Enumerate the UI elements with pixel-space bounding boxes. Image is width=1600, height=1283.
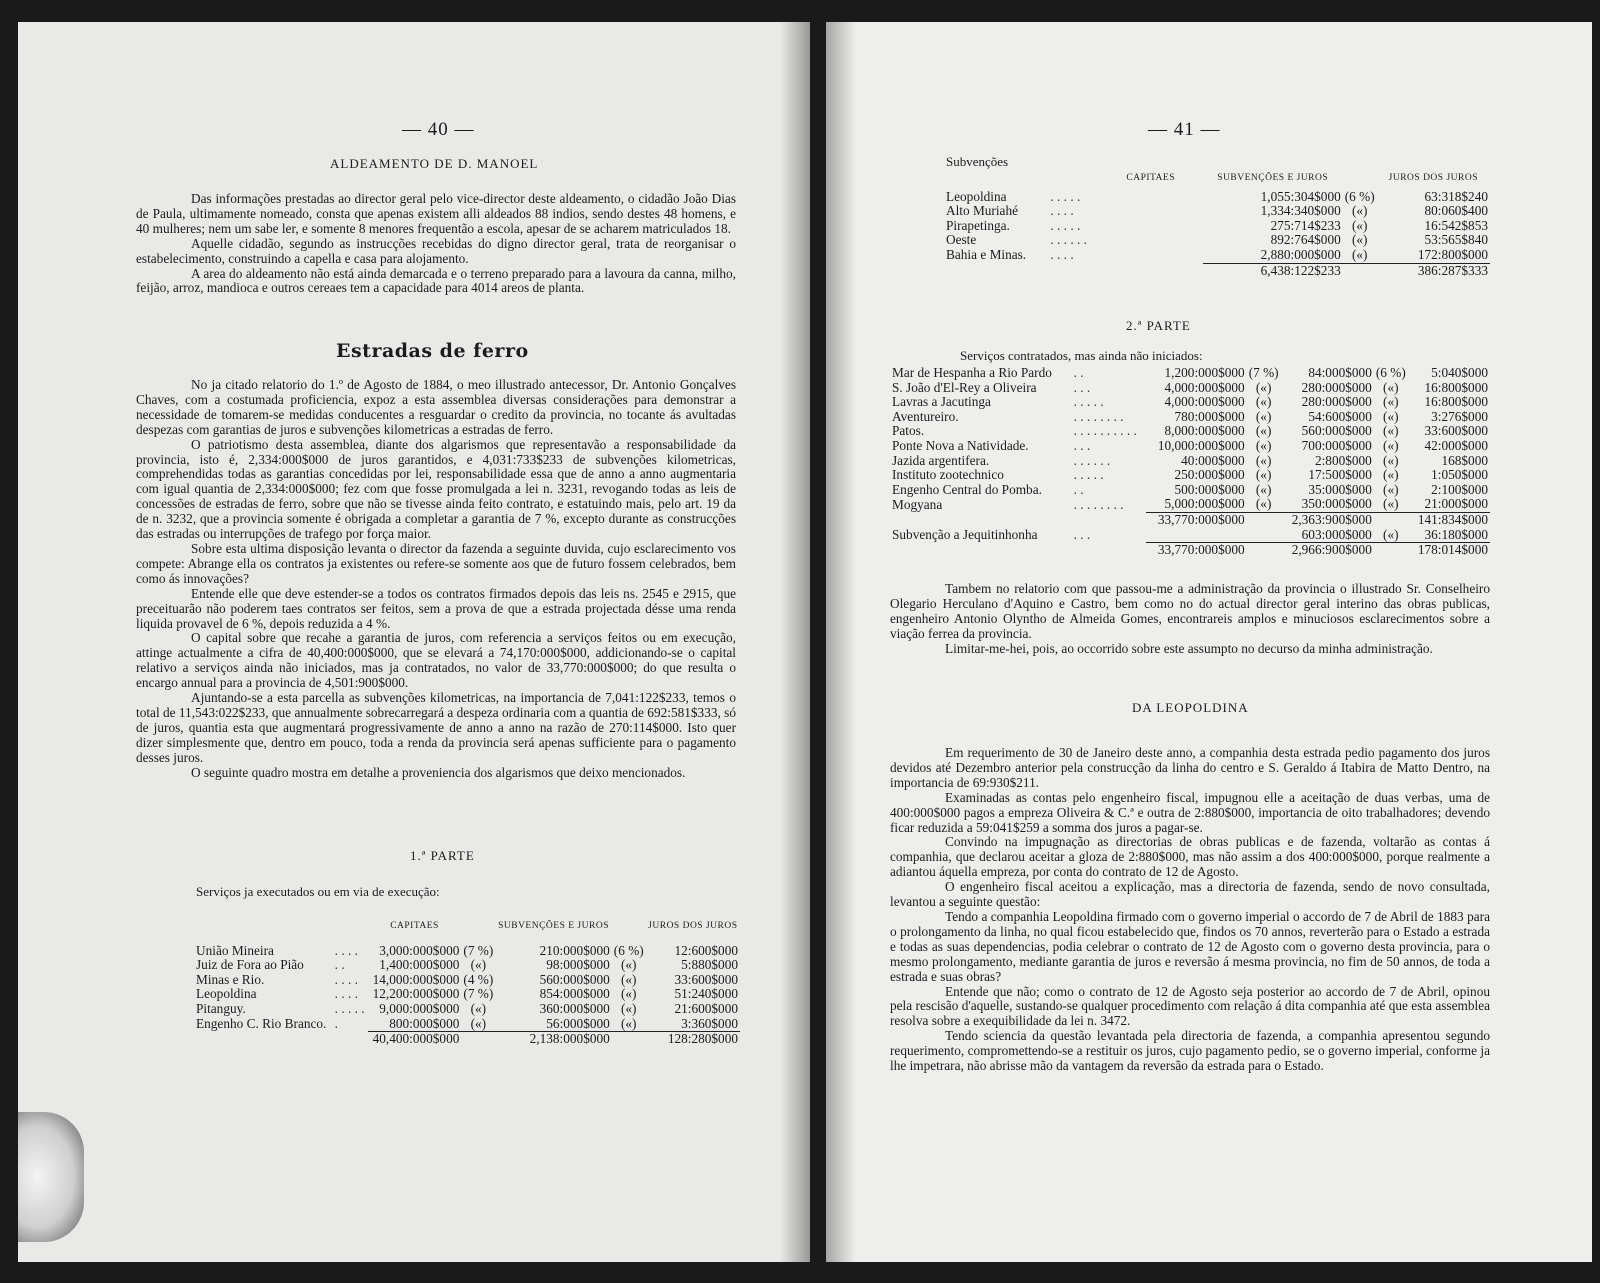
table-row bbox=[194, 987, 740, 1002]
cell-rate: («) bbox=[1255, 379, 1272, 395]
thumb-shadow bbox=[18, 1112, 84, 1242]
column-header: CAPITAES bbox=[390, 921, 439, 931]
cell-juros: 12:600$000 bbox=[674, 942, 738, 958]
table-cell bbox=[890, 543, 1072, 558]
cell-capital: 40:000$000 bbox=[1181, 452, 1245, 468]
leader-dots: . . . bbox=[1073, 379, 1091, 395]
column-header: SUBVENÇÕES E JUROS bbox=[498, 921, 609, 931]
table-row bbox=[944, 233, 1490, 248]
table-cell bbox=[1099, 263, 1203, 278]
table-row bbox=[194, 1017, 740, 1032]
cell-rate: («) bbox=[1383, 423, 1399, 439]
cell-juros: 16:800$000 bbox=[1424, 394, 1488, 410]
leader-dots: . . . . . . . . bbox=[1073, 408, 1124, 424]
paragraph: O seguinte quadro mostra em detalhe a proveniencia dos algarismos que deixo mencionados. bbox=[191, 764, 686, 780]
estradas-text bbox=[136, 378, 736, 780]
table-subvencoes bbox=[944, 170, 1490, 278]
row-name: Subvenção a Jequitinhonha bbox=[892, 526, 1038, 542]
row-name: Ponte Nova a Natividade. bbox=[892, 437, 1029, 453]
cell-capital: 800:000$000 bbox=[389, 1015, 460, 1031]
table-row bbox=[890, 424, 1490, 439]
cell-rate: («) bbox=[1255, 394, 1272, 410]
table-cell bbox=[1099, 204, 1203, 219]
cell-subvencao: 560:000$000 bbox=[539, 971, 610, 987]
total-subvencao: 2,138:000$000 bbox=[495, 1032, 612, 1047]
paragraph: O capital sobre que recahe a garantia de juros, com referencia a serviços feitos ou em execução, attinge actualmente a cifra de 40,400:000$000, que se elevará a 74,170:000$000, addicionando-se o capital relativo a serviços ainda não iniciados, mas ja contratados, no valor de 33,770:000$000; do que resulta o encargo annual para a provincia de 4,501:900$000. bbox=[136, 630, 736, 691]
cell-capital: 780:000$000 bbox=[1174, 408, 1245, 424]
row-name: Alto Muriahé bbox=[946, 203, 1019, 219]
subtotal-juros: 141:834$000 bbox=[1408, 512, 1490, 527]
cell-rate: («) bbox=[620, 1000, 637, 1016]
table-cell bbox=[194, 1032, 333, 1047]
cell-rate: («) bbox=[1383, 452, 1399, 468]
leader-dots: . . . . . . bbox=[1050, 232, 1087, 248]
table-row bbox=[890, 528, 1490, 543]
total-juros: 178:014$000 bbox=[1408, 543, 1490, 558]
leader-dots: . . . . bbox=[334, 971, 358, 987]
cell-juros: 80:060$400 bbox=[1424, 203, 1488, 219]
cell-juros: 3:360$000 bbox=[681, 1015, 738, 1031]
table-cell bbox=[333, 1032, 368, 1047]
cell-rate: («) bbox=[1383, 467, 1399, 483]
leopoldina-text bbox=[890, 746, 1490, 1074]
total-capital: 40,400:000$000 bbox=[368, 1032, 462, 1047]
section-title-estradas: Estradas de ferro bbox=[336, 340, 529, 362]
table-cell bbox=[1146, 528, 1247, 543]
cell-rate: («) bbox=[1383, 379, 1399, 395]
cell-subvencao: 603:000$000 bbox=[1301, 526, 1372, 542]
total-subvencao: 2,966:900$000 bbox=[1281, 543, 1374, 558]
paragraph: Entende que não; como o contrato de 12 de Agosto seja posterior ao accordo de 7 de Abril, opinou pela rescisão d'aquelle, sustando-se qualquer procedimento com relação á dita companhia até que esta assemblea resolva sobre a exequibilidade da lei n. 3472. bbox=[890, 983, 1490, 1029]
leader-dots: . . bbox=[1073, 481, 1084, 497]
page-number-right: — 41 — bbox=[1148, 119, 1221, 140]
cell-juros: 53:565$840 bbox=[1424, 232, 1488, 248]
left-page bbox=[18, 22, 810, 1262]
cell-subvencao: 350:000$000 bbox=[1301, 496, 1372, 512]
total-capital: 33,770:000$000 bbox=[1146, 543, 1247, 558]
table-cell bbox=[612, 1032, 646, 1047]
cell-juros: 16:800$000 bbox=[1424, 379, 1488, 395]
cell-rate: («) bbox=[1351, 232, 1368, 248]
paragraph: O patriotismo desta assemblea, diante dos algarismos que representavão a responsabilidade da provincia, isto é, 2,334:000$000 de juros garantidos, e 4,031:733$233 de subvenções kilometricas, comprehendidas todas as garantias concedidas por lei, responsabilidade essa que de anno a anno augmentaria com igual quantia de 2,334:000$000; fez com que fosse promulgada a lei n. 3231, revogando todas as leis de concessões de estradas de ferro, sobre que não se tivesse ainda feito contrato, e estatuindo mais, pelo art. 19 da de n. 3232, que a provincia somente é obrigada a completar a garantia de 7 %, excepto durante as construcções das estradas ou interrupções de trafego por força maior. bbox=[136, 436, 736, 542]
column-header: CAPITAES bbox=[1126, 173, 1176, 183]
table-row bbox=[890, 410, 1490, 425]
row-name: Oeste bbox=[946, 232, 977, 248]
paragraph: Entende elle que deve estender-se a todos os contratos firmados depois das leis ns. 2545 e 2915, que preceituarão não poderem taes contratos ser feitos, sem a prova de que a estrada projectada désse uma renda liquida provavel de 6 %, depois reduzida a 4 %. bbox=[136, 585, 736, 631]
cell-subvencao: 98:000$000 bbox=[546, 957, 610, 973]
paragraph: Sobre esta ultima disposição levanta o director da fazenda a seguinte duvida, cujo esclarecimento vos compete: Abrange ella os contratos ja existentes ou refere-se somente aos que de futuro fossem celebrados, bem como ás innovações? bbox=[136, 540, 736, 586]
leader-dots: . . . . . bbox=[1073, 467, 1104, 483]
table-total-row bbox=[944, 263, 1490, 278]
cell-rate: («) bbox=[620, 986, 637, 1002]
cell-rate: («) bbox=[1351, 246, 1368, 262]
row-name: Lavras a Jacutinga bbox=[892, 394, 991, 410]
cell-juros: 5:040$000 bbox=[1431, 365, 1488, 380]
cell-juros: 5:880$000 bbox=[681, 957, 738, 973]
right-page bbox=[826, 22, 1592, 1262]
row-name: Pirapetinga. bbox=[946, 217, 1010, 233]
cell-rate: («) bbox=[1255, 467, 1272, 483]
cell-rate: («) bbox=[620, 1015, 637, 1031]
cell-capital: 9,000:000$000 bbox=[379, 1000, 460, 1016]
cell-capital: 1,200:000$000 bbox=[1164, 365, 1245, 380]
cell-rate: («) bbox=[1351, 217, 1368, 233]
row-name: Leopoldina bbox=[196, 986, 257, 1002]
cell-rate: (7 %) bbox=[1248, 365, 1279, 380]
table-cell bbox=[1072, 543, 1146, 558]
paragraph: Tendo a companhia Leopoldina firmado com o governo imperial o accordo de 7 de Abril de 1883 para o prolongamento da linha, no qual ficou estabelecido que, findos os 70 annos, reverterão para o Estado a estrada e todas as suas dependencias, podia celebrar o contrato de 12 de Agosto com o governo desta provincia, para o mesmo prolongamento, mediante garantia de juros e reversão á mesma provincia, no fim de 50 annos, de toda a estrada e suas obras? bbox=[890, 908, 1490, 984]
leader-dots: . . . . . . bbox=[1073, 452, 1111, 468]
cell-rate: («) bbox=[1255, 437, 1272, 453]
cell-rate: (7 %) bbox=[463, 942, 494, 958]
cell-rate: («) bbox=[1255, 481, 1272, 497]
cell-rate: («) bbox=[470, 1015, 487, 1031]
table-parte1 bbox=[194, 918, 740, 1047]
cell-rate: («) bbox=[1383, 394, 1399, 410]
table-cell bbox=[194, 918, 740, 938]
table-row bbox=[890, 497, 1490, 512]
table-row bbox=[194, 1002, 740, 1017]
cell-rate: («) bbox=[1255, 423, 1272, 439]
cell-capital: 250:000$000 bbox=[1174, 467, 1245, 483]
cell-rate: («) bbox=[1351, 203, 1368, 219]
table-row bbox=[890, 468, 1490, 483]
column-header: JUROS DOS JUROS bbox=[648, 921, 738, 931]
cell-subvencao: 1,334:340$000 bbox=[1260, 203, 1341, 219]
table-row bbox=[890, 366, 1490, 381]
cell-capital: 1,400:000$000 bbox=[379, 957, 460, 973]
paragraph: Das informações prestadas ao director geral pelo vice-director deste aldeamento, o cidadão João Dias de Paula, ultimamente nomeado, consta que apenas existem alli aldeados 88 indios, sendo destes 48 homens, e 40 mulheres; nem um sabe ler, e somente 8 menores frequentão a escola, apesar de se acharem matriculados 18. bbox=[136, 191, 736, 236]
cell-juros: 16:542$853 bbox=[1424, 217, 1488, 233]
parte1-intro: Serviços ja executados ou em via de execução: bbox=[196, 884, 440, 899]
cell-rate: (6 %) bbox=[1375, 365, 1406, 380]
cell-juros: 36:180$000 bbox=[1424, 526, 1488, 542]
cell-rate: («) bbox=[1383, 496, 1399, 512]
table-row bbox=[194, 944, 740, 959]
cell-subvencao: 892:764$000 bbox=[1270, 232, 1341, 248]
cell-subvencao: 84:000$000 bbox=[1308, 365, 1372, 380]
cell-subvencao: 2,880:000$000 bbox=[1260, 246, 1341, 262]
table-row bbox=[194, 958, 740, 973]
parte2-title: 2.ª PARTE bbox=[1126, 318, 1191, 333]
paragraph: Tambem no relatorio com que passou-me a administração da provincia o illustrado Sr. Conselheiro Olegario Herculano d'Aquino e Castro, bem como no do actual director geral interino das obras publicas, engenheiro Antonio Olyntho de Almeida Gomes, encontrareis amplos e minuciosos esclarecimentos sobre a viação ferrea da provincia. bbox=[890, 581, 1490, 641]
cell-rate: («) bbox=[1383, 481, 1399, 497]
paragraph: Limitar-me-hei, pois, ao occorrido sobre este assumpto no decurso da minha administração. bbox=[945, 640, 1433, 656]
paragraph: Aquelle cidadão, segundo as instrucções recebidas do digno director geral, trata de reorganisar o estabelecimento, construindo a capella e casa para alojamento. bbox=[136, 235, 736, 266]
cell-subvencao: 35:000$000 bbox=[1308, 481, 1372, 497]
table-total-row bbox=[890, 543, 1490, 558]
paragraph: Convindo na impugnação as directorias de obras publicas e de fazenda, voltarão as contas á companhia, que declarou aceitar a gloza de 2:880$000, mas não assim a dos 400:000$000, porque realmente a adiantou áquella empreza, por conta do contrato de 12 de Agosto. bbox=[890, 834, 1490, 880]
table-cell bbox=[1247, 512, 1281, 527]
paragraph: A area do aldeamento não está ainda demarcada e o terreno preparado para a lavoura da canna, milho, feijão, arroz, mandioca e outros cereaes tem a capacidade para 4014 areos de planta. bbox=[136, 265, 736, 296]
row-name: S. João d'El-Rey a Oliveira bbox=[892, 379, 1037, 395]
table-cell bbox=[1099, 219, 1203, 234]
table-cell bbox=[1099, 233, 1203, 248]
cell-subvencao: 854:000$000 bbox=[539, 986, 610, 1002]
table-cell bbox=[1247, 543, 1281, 558]
leader-dots: . . . . . bbox=[1050, 188, 1081, 204]
table-row bbox=[944, 248, 1490, 263]
cell-subvencao: 210:000$000 bbox=[539, 942, 610, 958]
leader-dots: . . . bbox=[1073, 526, 1091, 542]
row-name: Juiz de Fora ao Pião bbox=[196, 957, 304, 973]
cell-rate: («) bbox=[620, 971, 637, 987]
parte2-intro: Serviços contratados, mas ainda não iniciados: bbox=[960, 348, 1203, 363]
table-cell bbox=[1072, 512, 1146, 527]
row-name: Engenho Central do Pomba. bbox=[892, 481, 1042, 497]
cell-juros: 172:800$000 bbox=[1417, 246, 1488, 262]
table-parte2 bbox=[890, 366, 1490, 558]
leader-dots: . . . . . . . . . . bbox=[1073, 423, 1137, 439]
table-row bbox=[890, 381, 1490, 396]
cell-juros: 3:276$000 bbox=[1431, 408, 1488, 424]
table-cell bbox=[1099, 190, 1203, 205]
leader-dots: . . . . . bbox=[334, 1000, 365, 1016]
aldeamento-text bbox=[136, 192, 736, 296]
table-cell bbox=[1099, 248, 1203, 263]
table-row bbox=[890, 483, 1490, 498]
cell-capital: 500:000$000 bbox=[1174, 481, 1245, 497]
cell-capital: 5,000:000$000 bbox=[1164, 496, 1245, 512]
gutter-shadow-left bbox=[780, 22, 810, 1262]
cell-rate: («) bbox=[620, 957, 637, 973]
row-name: União Mineira bbox=[196, 942, 274, 958]
cell-juros: 42:000$000 bbox=[1424, 437, 1488, 453]
leader-dots: . . bbox=[1073, 365, 1084, 380]
leader-dots: . . . . . . . . bbox=[1073, 496, 1124, 512]
table-cell bbox=[1247, 528, 1281, 543]
table-cell bbox=[1374, 512, 1408, 527]
section-title-aldeamento: ALDEAMENTO DE D. MANOEL bbox=[330, 156, 539, 171]
cell-rate: (4 %) bbox=[463, 971, 494, 987]
cell-juros: 2:100$000 bbox=[1431, 481, 1488, 497]
leader-dots: . . . . . bbox=[1073, 394, 1104, 410]
row-name: Jazida argentifera. bbox=[892, 452, 990, 468]
cell-rate: («) bbox=[1255, 496, 1272, 512]
cell-juros: 21:000$000 bbox=[1424, 496, 1488, 512]
cell-capital: 3,000:000$000 bbox=[379, 942, 460, 958]
table-cell bbox=[890, 512, 1072, 527]
row-name: Patos. bbox=[892, 423, 925, 439]
cell-capital: 12,200:000$000 bbox=[372, 986, 460, 1002]
row-name: Minas e Rio. bbox=[196, 971, 265, 987]
table-cell bbox=[944, 263, 1048, 278]
total-subvencao: 6,438:122$233 bbox=[1203, 263, 1343, 278]
cell-subvencao: 700:000$000 bbox=[1301, 437, 1372, 453]
cell-capital: 10,000:000$000 bbox=[1157, 437, 1245, 453]
table-subtotal-row bbox=[890, 512, 1490, 527]
closing-text bbox=[890, 582, 1490, 657]
cell-rate: («) bbox=[1255, 408, 1272, 424]
table-cell bbox=[1374, 543, 1408, 558]
table-total-row bbox=[194, 1032, 740, 1047]
leader-dots: . . . . bbox=[334, 986, 358, 1002]
table-cell bbox=[1343, 263, 1377, 278]
column-header: SUBVENÇÕES E JUROS bbox=[1217, 173, 1329, 183]
paragraph: Em requerimento de 30 de Janeiro deste anno, a companhia desta estrada pedio pagamento dos juros devidos até Dezembro anterior pela construcção da linha do centro e S. Geraldo á Itabira de Matto Dentro, na importancia de 69:930$211. bbox=[890, 745, 1490, 790]
cell-capital: 4,000:000$000 bbox=[1164, 379, 1245, 395]
table-cell bbox=[1048, 263, 1098, 278]
gutter-shadow-right bbox=[826, 22, 856, 1262]
row-name: Leopoldina bbox=[946, 188, 1007, 204]
cell-subvencao: 275:714$233 bbox=[1270, 217, 1341, 233]
cell-rate: (6 %) bbox=[613, 942, 644, 958]
row-name: Bahia e Minas. bbox=[946, 247, 1027, 263]
total-juros: 128:280$000 bbox=[646, 1032, 740, 1047]
cell-subvencao: 560:000$000 bbox=[1301, 423, 1372, 439]
paragraph: No ja citado relatorio do 1.º de Agosto de 1884, o meo illustrado antecessor, Dr. Antonio Gonçalves Chaves, com a costumada proficiencia, expoz a esta assemblea diversas considerações para demonstrar a necessidade de tomarem-se medidas conducentes a resguardar o credito da provincia, no tocante ás avultadas despezas com garantias de juros e subvenções kilometricas a estradas de ferro. bbox=[136, 377, 736, 437]
cell-capital: 8,000:000$000 bbox=[1164, 423, 1245, 439]
cell-subvencao: 17:500$000 bbox=[1308, 467, 1372, 483]
table-row bbox=[944, 219, 1490, 234]
parte1-title: 1.ª PARTE bbox=[410, 848, 475, 863]
row-name: Engenho C. Rio Branco. bbox=[196, 1015, 327, 1031]
table-cell bbox=[461, 1032, 495, 1047]
cell-rate: («) bbox=[1255, 452, 1272, 468]
row-name: Mar de Hespanha a Rio Pardo bbox=[892, 365, 1052, 380]
row-name: Mogyana bbox=[892, 496, 943, 512]
row-name: Aventureiro. bbox=[892, 408, 959, 424]
paragraph: O engenheiro fiscal aceitou a explicação, mas a directoria de fazenda, sendo de novo consultada, levantou a seguinte questão: bbox=[890, 879, 1490, 910]
cell-rate: (7 %) bbox=[463, 986, 494, 1002]
cell-subvencao: 2:800$000 bbox=[1314, 452, 1372, 468]
cell-capital: 4,000:000$000 bbox=[1164, 394, 1245, 410]
cell-rate: («) bbox=[1383, 408, 1399, 424]
leader-dots: . . . . bbox=[334, 942, 358, 958]
leader-dots: . . . . . bbox=[1050, 217, 1081, 233]
page-number-left: — 40 — bbox=[402, 119, 475, 140]
table-row bbox=[194, 973, 740, 988]
paragraph: Tendo sciencia da questão levantada pela directoria de fazenda, a companhia apresentou segundo requerimento, compromettendo-se a restituir os juros, cujo pagamento pedio, se o governo imperial, conforme ja lhe impetrara, não abrisse mão da vantagem da reversão da estrada para o Estado. bbox=[890, 1028, 1490, 1074]
cell-rate: («) bbox=[470, 957, 487, 973]
leader-dots: . bbox=[334, 1015, 338, 1031]
cell-subvencao: 280:000$000 bbox=[1301, 394, 1372, 410]
cell-subvencao: 56:000$000 bbox=[546, 1015, 610, 1031]
cell-capital: 14,000:000$000 bbox=[372, 971, 460, 987]
cell-subvencao: 280:000$000 bbox=[1301, 379, 1372, 395]
section-title-leopoldina: DA LEOPOLDINA bbox=[1132, 700, 1249, 715]
table-cell bbox=[944, 170, 1490, 190]
table-row bbox=[944, 190, 1490, 205]
cell-subvencao: 360:000$000 bbox=[539, 1000, 610, 1016]
table-row bbox=[890, 439, 1490, 454]
cell-juros: 33:600$000 bbox=[674, 971, 738, 987]
cell-rate: («) bbox=[1383, 526, 1399, 542]
subtotal-subvencao: 2,363:900$000 bbox=[1281, 512, 1374, 527]
row-name: Pitanguy. bbox=[196, 1000, 246, 1016]
column-header: JUROS DOS JUROS bbox=[1388, 173, 1478, 183]
subvencoes-label: Subvenções bbox=[946, 154, 1009, 169]
paragraph: Examinadas as contas pelo engenheiro fiscal, impugnou elle a aceitação de duas verbas, uma de 400:000$000 pagos a empreza Oliveira & C.ª e outra de 2:880$000, importancia de oito trabalhadores; devendo ficar reduzida a 59:041$259 a somma dos juros a pagar-se. bbox=[890, 789, 1490, 835]
cell-rate: (6 %) bbox=[1344, 188, 1375, 204]
table-row bbox=[890, 454, 1490, 469]
row-name: Instituto zootechnico bbox=[892, 467, 1004, 483]
cell-juros: 1:050$000 bbox=[1431, 467, 1488, 483]
total-juros: 386:287$333 bbox=[1377, 263, 1490, 278]
cell-juros: 63:318$240 bbox=[1424, 188, 1488, 204]
cell-juros: 33:600$000 bbox=[1424, 423, 1488, 439]
cell-subvencao: 54:600$000 bbox=[1308, 408, 1372, 424]
cell-juros: 168$000 bbox=[1441, 452, 1488, 468]
cell-juros: 51:240$000 bbox=[674, 986, 738, 1002]
cell-rate: («) bbox=[1383, 437, 1399, 453]
table-row bbox=[890, 395, 1490, 410]
leader-dots: . . bbox=[334, 957, 345, 973]
cell-subvencao: 1,055:304$000 bbox=[1260, 188, 1341, 204]
leader-dots: . . . bbox=[1073, 437, 1091, 453]
leader-dots: . . . . bbox=[1050, 247, 1074, 263]
cell-rate: («) bbox=[470, 1000, 487, 1016]
leader-dots: . . . . bbox=[1050, 203, 1074, 219]
paragraph: Ajuntando-se a esta parcella as subvenções kilometricas, na importancia de 7,041:122$233, temos o total de 11,543:022$233, que annualmente sobrecarregará a despeza ordinaria com a quantia de 692:581$333, só de juros, quantia esta que augmentará progressivamente de anno a anno na razão de 270:114$000. Isto quer dizer simplesmente que, dentro em pouco, toda a renda da provincia será apenas sufficiente para o pagamento desses juros. bbox=[136, 690, 736, 765]
cell-juros: 21:600$000 bbox=[674, 1000, 738, 1016]
table-row bbox=[944, 204, 1490, 219]
subtotal-capital: 33,770:000$000 bbox=[1146, 512, 1247, 527]
